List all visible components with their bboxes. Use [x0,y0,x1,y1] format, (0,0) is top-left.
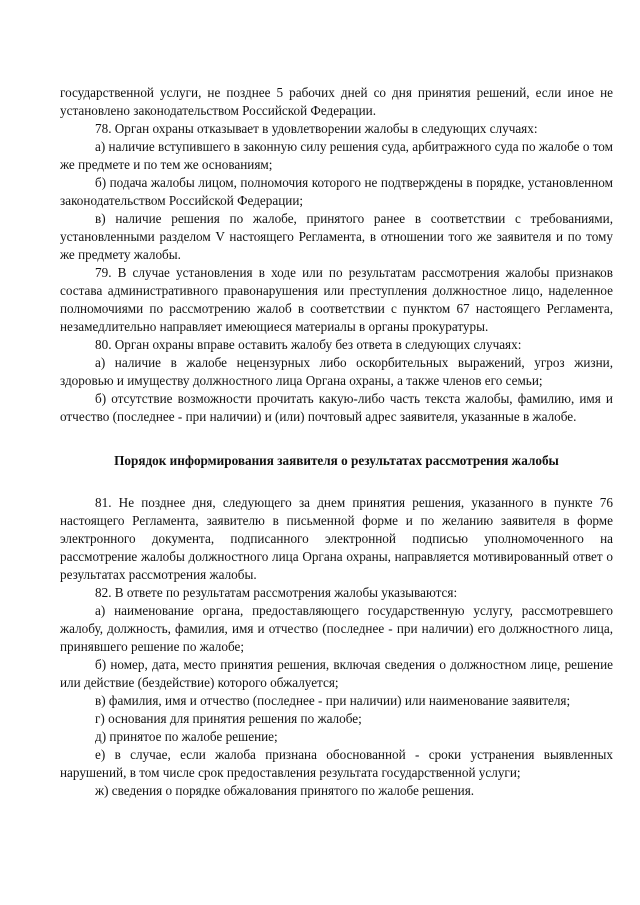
paragraph-82: 82. В ответе по результатам рассмотрения жалобы указываются: [95,585,458,600]
paragraph-continuation: государственной услуги, не позднее 5 рабочих дней со дня принятия решений, если иное не установлено законодательством Российской Федерации. [60,85,613,118]
paragraph-80: 80. Орган охраны вправе оставить жалобу без ответа в следующих случаях: [95,337,522,352]
paragraph-78-a: а) наличие вступившего в законную силу решения суда, арбитражного суда по жалобе о том же предмете и по тем же основаниям; [60,139,613,172]
paragraph-82-b: б) номер, дата, место принятия решения, включая сведения о должностном лице, решение или действие (бездействие) которого обжалуется; [60,657,613,690]
paragraph-78-b: б) подача жалобы лицом, полномочия которого не подтверждены в порядке, установленном законодательством Российской Федерации; [60,175,613,208]
document-page [60,84,613,800]
body-text-bottom [60,494,613,800]
paragraph-82-zh: ж) сведения о порядке обжалования принятого по жалобе решения. [95,783,475,798]
paragraph-78-v: в) наличие решения по жалобе, принятого ранее в соответствии с требованиями, установленными разделом V настоящего Регламента, в отношении того же заявителя и по тому же предмету жалобы. [60,211,613,262]
paragraph-81: 81. Не позднее дня, следующего за днем принятия решения, указанного в пункте 76 настоящего Регламента, заявителю в письменной форме и по желанию заявителя в форме электронного документа, подписанного электронной подписью уполномоченного на рассмотрение жалобы должностного лица Органа охраны, направляется мотивированный ответ о результатах рассмотрения жалобы. [60,495,613,582]
paragraph-82-e: е) в случае, если жалоба признана обоснованной - сроки устранения выявленных нарушений, в том числе срок предоставления результата государственной услуги; [60,747,613,780]
paragraph-82-a: а) наименование органа, предоставляющего государственную услугу, рассмотревшего жалобу, должность, фамилия, имя и отчество (последнее - при наличии) его должностного лица, принявшего решение по жалобе; [60,603,613,654]
paragraph-79: 79. В случае установления в ходе или по результатам рассмотрения жалобы признаков состава административного правонарушения или преступления должностное лицо, наделенное полномочиями по рассмотрению жалоб в соответствии с пунктом 67 настоящего Регламента, незамедлительно направляет имеющиеся материалы в органы прокуратуры. [60,265,613,334]
body-text-top [60,84,613,426]
paragraph-80-a: а) наличие в жалобе нецензурных либо оскорбительных выражений, угроз жизни, здоровью и имуществу должностного лица Органа охраны, а также членов его семьи; [60,355,613,388]
paragraph-78: 78. Орган охраны отказывает в удовлетворении жалобы в следующих случаях: [95,121,538,136]
paragraph-82-v: в) фамилия, имя и отчество (последнее - при наличии) или наименование заявителя; [95,693,571,708]
paragraph-82-d: д) принятое по жалобе решение; [95,729,278,744]
section-heading: Порядок информирования заявителя о результатах рассмотрения жалобы [114,453,559,468]
paragraph-80-b: б) отсутствие возможности прочитать какую-либо часть текста жалобы, фамилию, имя и отчество (последнее - при наличии) и (или) почтовый адрес заявителя, указанные в жалобе. [60,391,613,424]
paragraph-82-g: г) основания для принятия решения по жалобе; [95,711,362,726]
